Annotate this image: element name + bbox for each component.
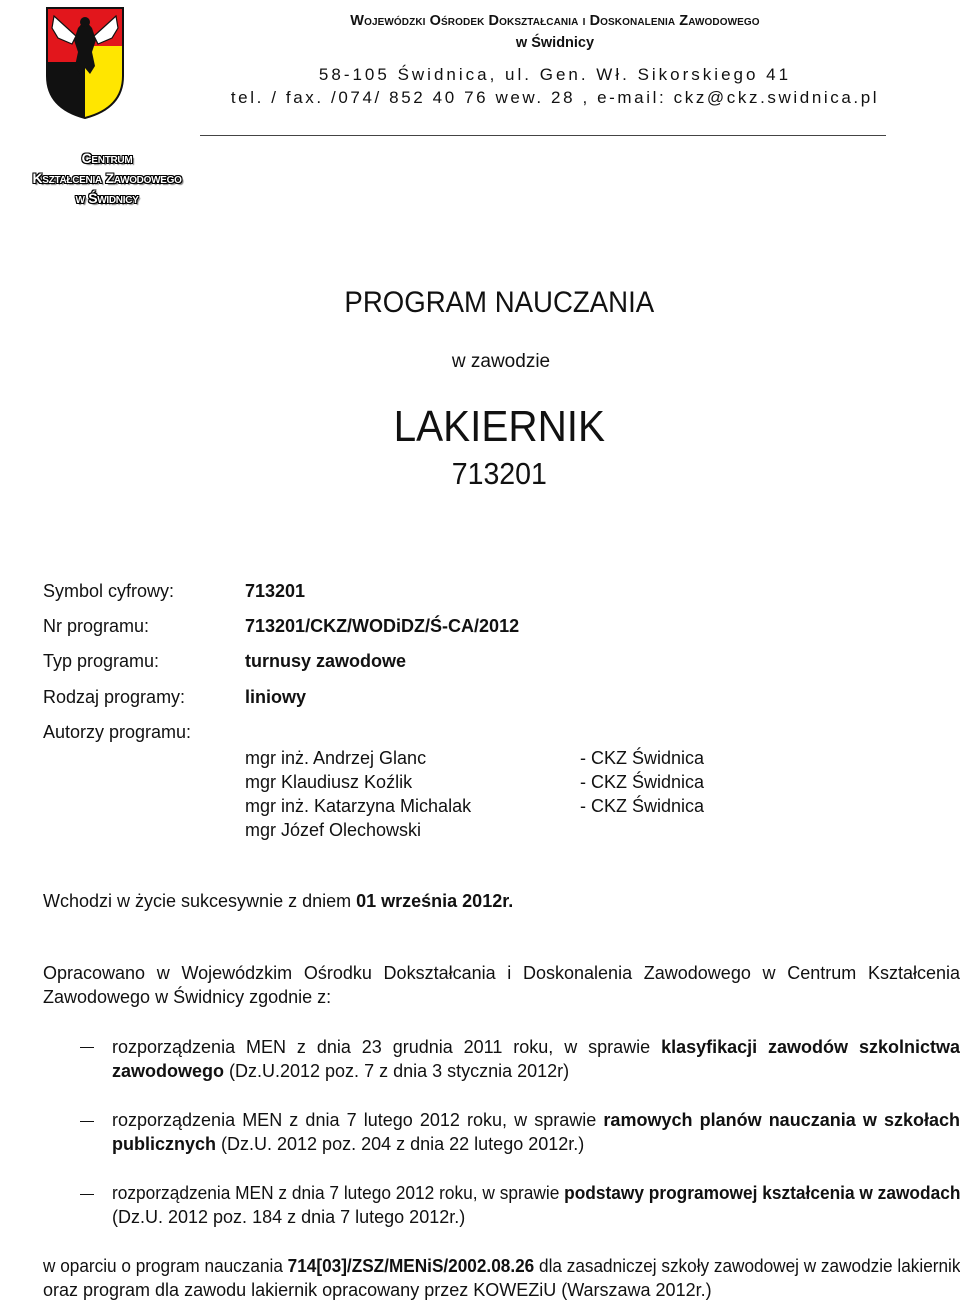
document-title: PROGRAM NAUCZANIA: [344, 286, 655, 319]
regulation-line: [112, 1181, 960, 1205]
basis-text: w oparciu o program nauczania: [43, 1256, 288, 1276]
author-name: mgr inż. Katarzyna Michalak: [245, 796, 472, 816]
author-org: - CKZ Świdnica: [580, 748, 705, 768]
prepared-line-2: Zawodowego w Świdnicy zgodnie z:: [43, 987, 332, 1007]
bullet-dash: [80, 1047, 94, 1048]
effective-date-line: [43, 891, 513, 912]
regulation-bold: podstawy programowej kształcenia w zawodach: [564, 1183, 960, 1203]
regulation-item: [112, 1035, 960, 1083]
institution-contact: tel. / fax. /074/ 852 40 76 wew. 28 , e-mail: ckz@ckz.swidnica.pl: [230, 88, 880, 107]
institution-city: w Świdnicy: [515, 35, 595, 51]
symbol-value: 713201: [245, 581, 306, 601]
regulation-item: [112, 1181, 960, 1229]
regulation-item: [112, 1108, 960, 1156]
program-kind-row: [43, 687, 306, 708]
ckz-logo-line2: Kształcenia Zawodowego: [32, 170, 182, 186]
author-name: mgr Józef Olechowski: [245, 820, 422, 840]
basis-line-2: oraz program dla zawodu lakiernik opracowany przez KOWEZiU (Warszawa 2012r.): [43, 1280, 712, 1300]
regulation-bold: zawodowego: [112, 1061, 224, 1081]
authors-label: Autorzy programu:: [43, 722, 192, 742]
ckz-logo: [0, 148, 214, 208]
author-name: mgr inż. Andrzej Glanc: [245, 748, 427, 768]
program-number-label: Nr programu:: [43, 616, 150, 636]
regulation-text: (Dz.U.2012 poz. 7 z dnia 3 stycznia 2012r): [224, 1061, 570, 1081]
regulation-bold: klasyfikacji zawodów szkolnictwa: [661, 1037, 960, 1057]
program-kind-label: Rodzaj programy:: [43, 687, 186, 707]
ckz-logo-line1: Centrum: [81, 150, 133, 166]
profession-name: LAKIERNIK: [393, 402, 606, 451]
basis-paragraph: [43, 1254, 960, 1302]
regulation-bold: publicznych: [112, 1134, 217, 1154]
program-type-value: turnusy zawodowe: [245, 651, 407, 671]
program-number-value: 713201/CKZ/WODiDZ/Ś-CA/2012: [245, 616, 520, 636]
program-kind-value: liniowy: [245, 687, 307, 707]
profession-code: 713201: [451, 456, 547, 491]
regulation-line-2: [112, 1061, 569, 1081]
bullet-dash: [80, 1194, 94, 1195]
institution-address: 58-105 Świdnica, ul. Gen. Wł. Sikorskiego 41: [318, 65, 792, 84]
ckz-logo-line3: w Świdnicy: [75, 190, 139, 206]
effective-date: 01 września 2012r.: [356, 891, 514, 911]
basis-text: dla zasadniczej szkoły zawodowej w zawodzie lakiernik: [534, 1256, 960, 1276]
authors-row: [43, 722, 245, 743]
coat-of-arms-logo: [42, 4, 128, 122]
program-number-row: [43, 616, 519, 637]
basis-line-1: [43, 1254, 960, 1278]
program-type-label: Typ programu:: [43, 651, 160, 671]
symbol-label: Symbol cyfrowy:: [43, 581, 175, 601]
author-org: - CKZ Świdnica: [580, 772, 705, 792]
author-name: mgr Klaudiusz Koźlik: [245, 772, 413, 792]
author-org: - CKZ Świdnica: [580, 796, 705, 816]
regulation-text: rozporządzenia MEN z dnia 23 grudnia 2011 roku, w sprawie: [112, 1037, 662, 1057]
crest-eagle-head: [80, 17, 90, 27]
effective-text: Wchodzi w życie sukcesywnie z dniem: [43, 891, 357, 911]
regulation-text: rozporządzenia MEN z dnia 7 lutego 2012 roku, w sprawie: [112, 1183, 565, 1203]
regulation-text: rozporządzenia MEN z dnia 7 lutego 2012 roku, w sprawie: [112, 1110, 604, 1130]
institution-name: Wojewódzki Ośrodek Dokształcania i Doskonalenia Zawodowego: [350, 13, 760, 29]
regulation-text: (Dz.U. 2012 poz. 204 z dnia 22 lutego 2012r.): [216, 1134, 585, 1154]
prepared-line-1: Opracowano w Wojewódzkim Ośrodku Dokształcania i Doskonalenia Zawodowego w Centrum Kształcenia: [43, 963, 960, 983]
regulation-line: [112, 1035, 960, 1059]
authors-list: [245, 746, 471, 842]
document-subtitle: w zawodzie: [451, 351, 551, 372]
regulation-line: [112, 1108, 960, 1132]
regulation-line-2: [112, 1207, 465, 1227]
symbol-row: [43, 581, 305, 602]
bullet-dash: [80, 1121, 94, 1122]
authors-org-list: [580, 746, 704, 818]
header-divider: [200, 135, 886, 136]
regulation-bold: ramowych planów nauczania w szkołach: [603, 1110, 960, 1130]
regulation-line-2: [112, 1134, 584, 1154]
basis-program-code: 714[03]/ZSZ/MENiS/2002.08.26: [287, 1256, 535, 1276]
program-type-row: [43, 651, 406, 672]
regulation-text: (Dz.U. 2012 poz. 184 z dnia 7 lutego 2012r.): [112, 1207, 466, 1227]
